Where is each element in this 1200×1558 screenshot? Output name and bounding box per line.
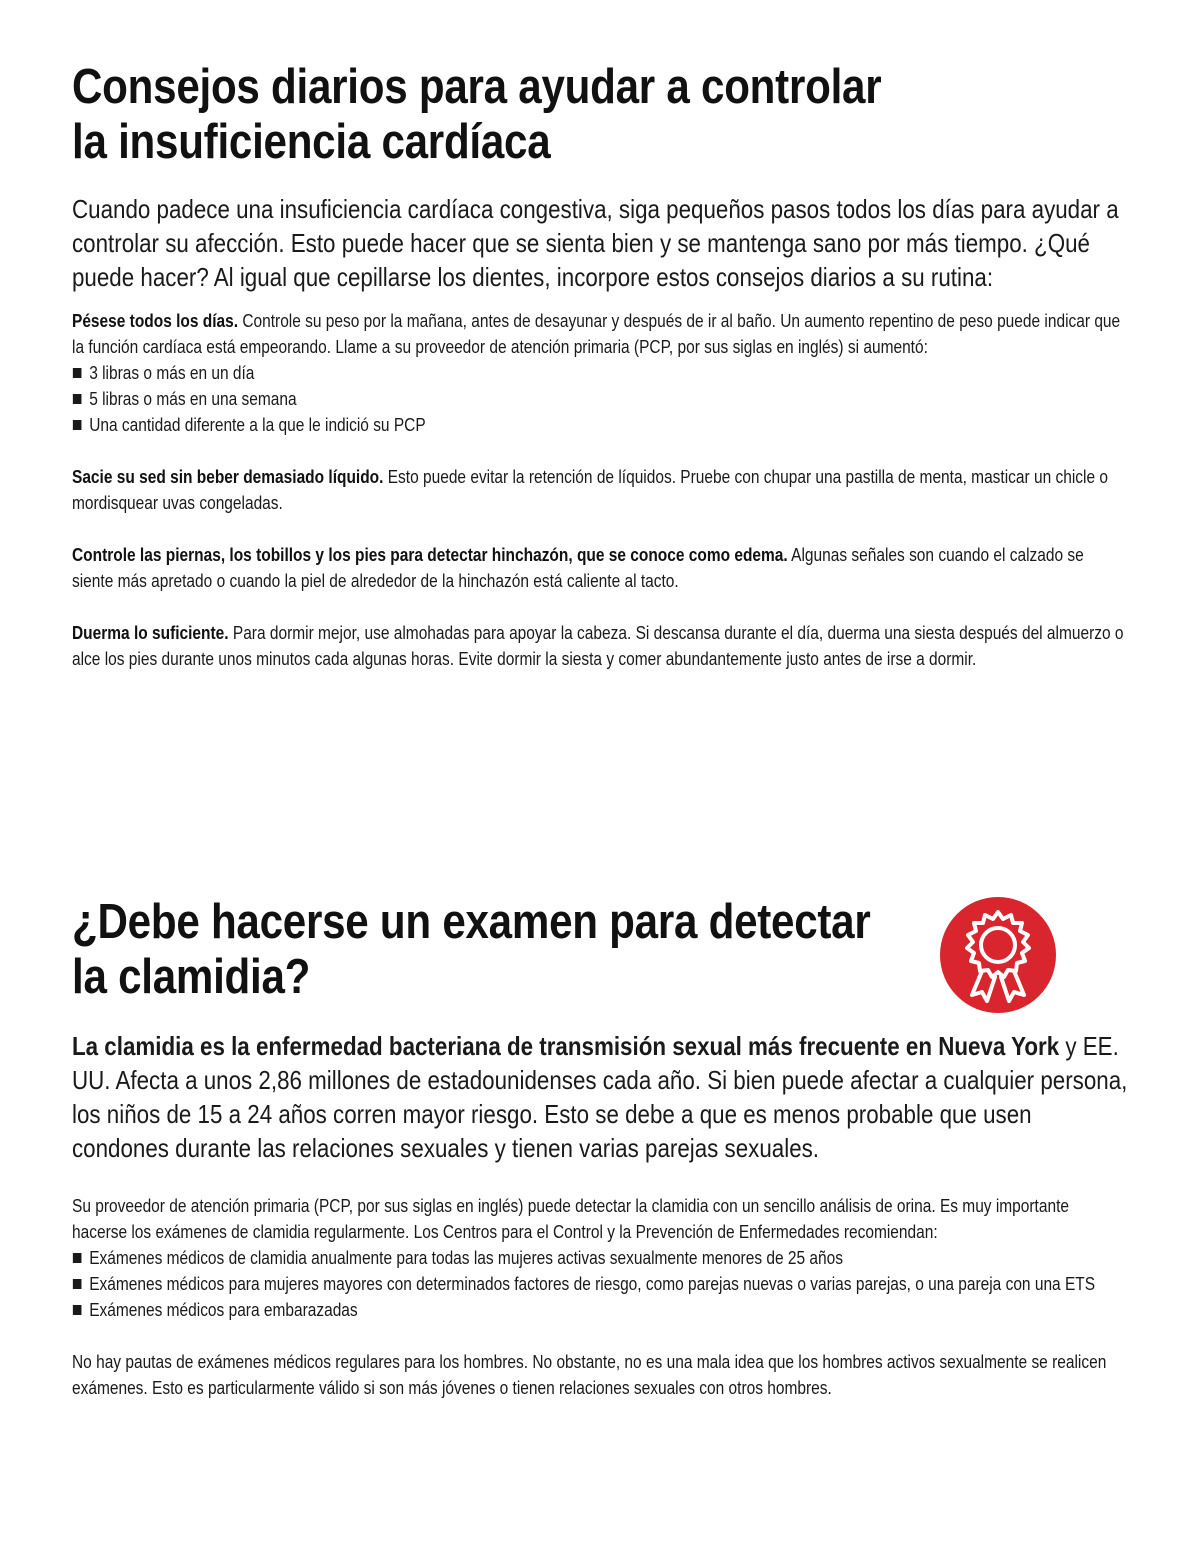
tip-thirst [72,464,1128,516]
chlamydia-section [72,895,1128,1401]
screening-recommendations-list [72,1245,1128,1323]
chlamydia-title-line1: ¿Debe hacerse un examen para detectar [72,895,871,949]
chlamydia-intro [72,1029,1128,1165]
heart-failure-title-line1: Consejos diarios para ayudar a controlar [72,60,882,114]
chlamydia-body [72,1193,1128,1401]
heart-failure-intro: Cuando padece una insuficiencia cardíaca congestiva, siga pequeños pasos todos los días para ayudar a controlar su afección. Esto puede hacer que se sienta bien y se mantenga sano por más tiempo. ¿Qué puede hacer? Al igual que cepillarse los dientes, incorpore estos consejos diarios a su rutina: [72,194,1119,292]
heart-failure-title-line2: la insuficiencia cardíaca [72,115,551,169]
tip-weigh-daily-heading: Pésese todos los días. [72,311,239,331]
tip-weigh-daily [72,308,1128,360]
tip-edema-text: Algunas señales son cuando el calzado se siente más apretado o cuando la piel de alrededor de la hinchazón está caliente al tacto. [72,545,1084,591]
chlamydia-screening-paragraph: Su proveedor de atención primaria (PCP, por sus siglas en inglés) puede detectar la clamidia con un sencillo análisis de orina. Es muy importante hacerse los exámenes de clamidia regularmente. Los Centros para el Control y la Prevención de Enfermedades recomiendan: [72,1196,1069,1242]
list-item: Exámenes médicos para mujeres mayores con determinados factores de riesgo, como parejas nuevas o varias parejas, o una pareja con una ETS [72,1271,1128,1297]
tip-thirst-heading: Sacie su sed sin beber demasiado líquido. [72,467,384,487]
tip-sleep-heading: Duerma lo suficiente. [72,623,229,643]
list-item: Exámenes médicos de clamidia anualmente para todas las mujeres activas sexualmente menores de 25 años [72,1245,1128,1271]
chlamydia-intro-rest: y EE. UU. Afecta a unos 2,86 millones de estadounidenses cada año. Si bien puede afectar a cualquier persona, los niños de 15 a 24 años corren mayor riesgo. Esto se debe a que es menos probable que usen condones durante las relaciones sexuales y tienen varias parejas sexuales. [72,1031,1128,1163]
heart-failure-title [72,60,1018,170]
men-screening-paragraph: No hay pautas de exámenes médicos regulares para los hombres. No obstante, no es una mala idea que los hombres activos sexualmente se realicen exámenes. Esto es particularmente válido si son más jóvenes o tienen relaciones sexuales con otros hombres. [72,1352,1107,1398]
chlamydia-title [72,895,1018,1005]
tip-sleep [72,620,1128,672]
list-item: 5 libras o más en una semana [72,386,1128,412]
list-item: 3 libras o más en un día [72,360,1128,386]
list-item: Exámenes médicos para embarazadas [72,1297,1128,1323]
heart-failure-tips [72,308,1128,672]
tip-thirst-text: Esto puede evitar la retención de líquidos. Pruebe con chupar una pastilla de menta, masticar un chicle o mordisquear uvas congeladas. [72,467,1108,513]
tip-weigh-daily-text: Controle su peso por la mañana, antes de desayunar y después de ir al baño. Un aumento repentino de peso puede indicar que la función cardíaca está empeorando. Llame a su proveedor de atención primaria (PCP, por sus siglas en inglés) si aumentó: [72,311,1121,357]
tip-edema-heading: Controle las piernas, los tobillos y los pies para detectar hinchazón, que se conoce como edema. [72,545,788,565]
weight-gain-list [72,360,1128,438]
chlamydia-title-line2: la clamidia? [72,950,311,1004]
heart-failure-section [72,60,1128,672]
tip-edema [72,542,1128,594]
award-ribbon-icon [938,895,1058,1015]
tip-sleep-text: Para dormir mejor, use almohadas para apoyar la cabeza. Si descansa durante el día, duerma una siesta después del almuerzo o alce los pies durante unos minutos cada algunas horas. Evite dormir la siesta y comer abundantemente justo antes de irse a dormir. [72,623,1124,669]
list-item: Una cantidad diferente a la que le indició su PCP [72,412,1128,438]
chlamydia-intro-bold: La clamidia es la enfermedad bacteriana de transmisión sexual más frecuente en Nueva York [72,1031,1060,1061]
